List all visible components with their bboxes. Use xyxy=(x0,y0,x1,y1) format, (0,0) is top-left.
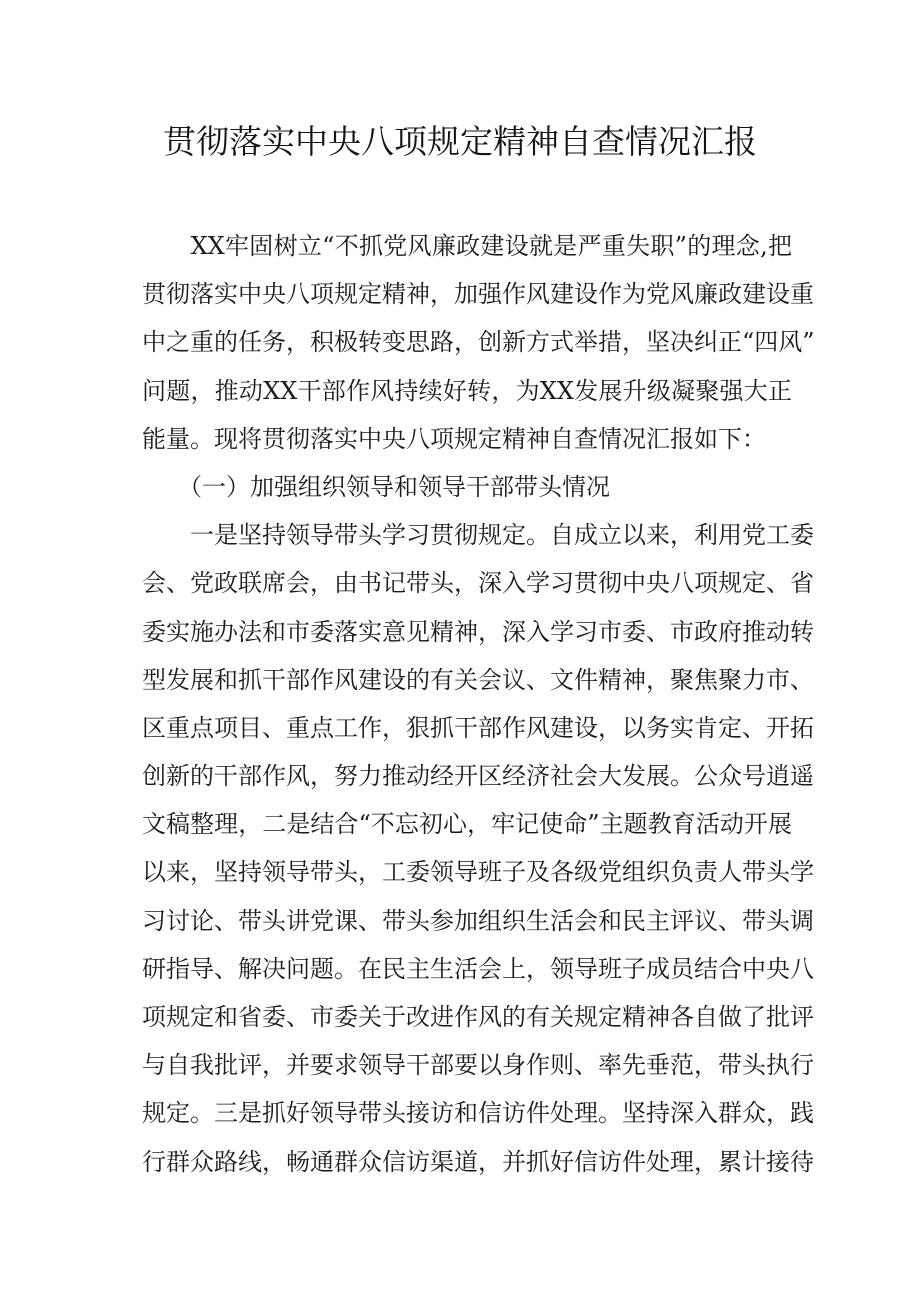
body-line: 问题，推动XX干部作风持续好转，为XX发展升级凝聚强大正 xyxy=(142,376,792,405)
body-line: 以来，坚持领导带头，工委领导班子及各级党组织负责人带头学 xyxy=(142,858,814,887)
body-line: 贯彻落实中央八项规定精神，加强作风建设作为党风廉政建设重 xyxy=(142,280,814,309)
body-line: 行群众路线，畅通群众信访渠道，并抓好信访件处理，累计接待 xyxy=(142,1147,814,1176)
body-line: XX牢固树立“不抓党风廉政建设就是严重失职”的理念,把 xyxy=(142,232,792,260)
body-line: 能量。现将贯彻落实中央八项规定精神自查情况汇报如下： xyxy=(142,424,766,453)
body-line: 中之重的任务，积极转变思路，创新方式举措，坚决纠正“四风” xyxy=(142,328,815,357)
body-line: 文稿整理，二是结合“不忘初心，牢记使命”主题教育活动开展 xyxy=(142,810,792,839)
document-body xyxy=(142,222,815,1186)
body-line: 会、党政联席会，由书记带头，深入学习贯彻中央八项规定、省 xyxy=(142,569,814,598)
body-line: 型发展和抓干部作风建设的有关会议、文件精神，聚焦聚力市、 xyxy=(142,665,814,694)
body-line: 区重点项目、重点工作，狠抓干部作风建设，以务实肯定、开拓 xyxy=(142,713,814,742)
body-line: 与自我批评，并要求领导干部要以身作则、率先垂范，带头执行 xyxy=(142,1051,814,1080)
body-line: 研指导、解决问题。在民主生活会上，领导班子成员结合中央八 xyxy=(142,954,814,983)
document-title: 贯彻落实中央八项规定精神自查情况汇报 xyxy=(163,122,757,161)
body-line: 项规定和省委、市委关于改进作风的有关规定精神各自做了批评 xyxy=(142,1003,814,1031)
body-line: 一是坚持领导带头学习贯彻规定。自成立以来，利用党工委 xyxy=(142,521,814,550)
section-heading: （一）加强组织领导和领导干部带头情况 xyxy=(142,472,610,501)
body-line: 习讨论、带头讲党课、带头参加组织生活会和民主评议、带头调 xyxy=(142,906,814,935)
body-line: 委实施办法和市委落实意见精神，深入学习市委、市政府推动转 xyxy=(142,617,814,646)
body-line: 规定。三是抓好领导带头接访和信访件处理。坚持深入群众，践 xyxy=(142,1099,814,1128)
body-line: 创新的干部作风，努力推动经开区经济社会大发展。公众号逍遥 xyxy=(142,762,814,791)
